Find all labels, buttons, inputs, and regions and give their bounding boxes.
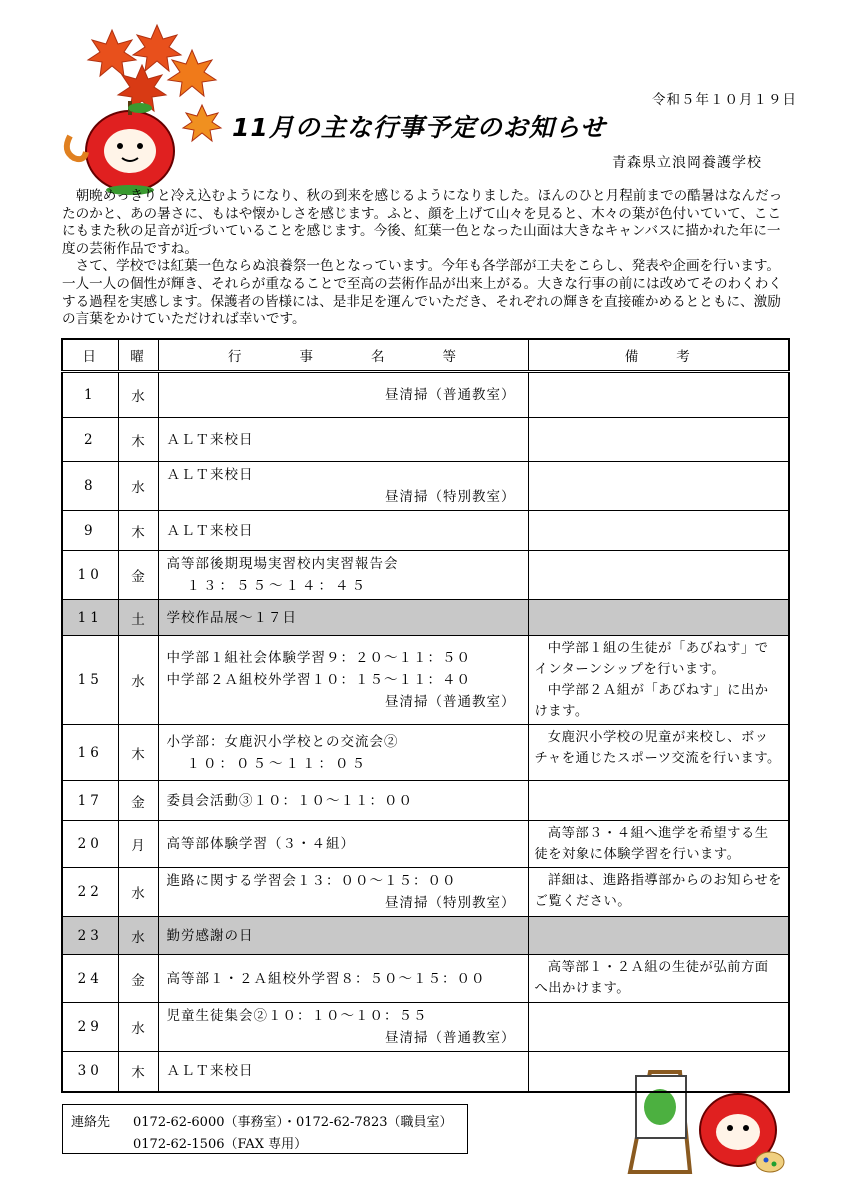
cell-day: 29: [62, 1003, 118, 1052]
cell-day: 2: [62, 418, 118, 462]
table-row: [62, 917, 789, 955]
cell-event: [158, 725, 528, 781]
cell-event: [158, 600, 528, 636]
event-time: １０：０５～１１：０５: [186, 755, 368, 772]
cell-note: [528, 955, 789, 1003]
apple-mascot-icon: [60, 96, 190, 196]
cell-day: 10: [62, 551, 118, 600]
cell-dow: 水: [118, 917, 158, 955]
cell-event: [158, 462, 528, 511]
cell-note: [528, 1003, 789, 1052]
cell-note: [528, 600, 789, 636]
cell-note: [528, 725, 789, 781]
intro-text: [62, 188, 786, 329]
cell-dow: 金: [118, 551, 158, 600]
cell-note: [528, 868, 789, 917]
cell-event: [158, 1052, 528, 1092]
cell-event: [158, 1003, 528, 1052]
note-line: 女鹿沢小学校の児童が来校し、ボッチャを通じたスポーツ交流を行います。: [534, 730, 781, 766]
table-row: [62, 821, 789, 868]
event-cleaning: 昼清掃（特別教室）: [385, 895, 516, 911]
note-line: 詳細は、進路指導部からのお知らせをご覧ください。: [534, 873, 782, 909]
table-row: [62, 636, 789, 725]
event-time: １３：５５～１４：４５: [186, 578, 368, 594]
cell-note: [528, 418, 789, 462]
table-row: [62, 462, 789, 511]
table-row: [62, 1003, 789, 1052]
cell-dow: 金: [118, 781, 158, 821]
cell-event: [158, 955, 528, 1003]
note-line: 高等部３・４組へ進学を希望する生徒を対象に体験学習を行います。: [534, 826, 769, 862]
event-line: 進路に関する学習会１３：００～１５：００: [166, 873, 457, 889]
event-line: 勤労感謝の日: [166, 927, 254, 944]
cell-event: [158, 636, 528, 725]
event-line: 高等部体験学習（３・４組）: [166, 836, 355, 852]
contact-label: 連絡先: [71, 1115, 111, 1130]
table-row: [62, 418, 789, 462]
cell-day: 24: [62, 955, 118, 1003]
cell-note: [528, 917, 789, 955]
cell-day: 17: [62, 781, 118, 821]
event-line: 中学部２Ａ組校外学習１０：１５～１１：４０: [166, 672, 471, 688]
cell-day: 30: [62, 1052, 118, 1092]
table-row: [62, 725, 789, 781]
cell-note: [528, 551, 789, 600]
issue-date: 令和５年１０月１９日: [652, 92, 797, 108]
cell-dow: 水: [118, 868, 158, 917]
event-line: ＡＬＴ来校日: [166, 522, 254, 539]
note-line: 中学部１組の生徒が「あびねす」でインターンシップを行います。: [534, 641, 769, 677]
table-row: [62, 600, 789, 636]
event-line: 委員会活動③１０：１０～１１：００: [166, 792, 413, 809]
cell-event: [158, 868, 528, 917]
cell-day: 23: [62, 917, 118, 955]
cell-event: [158, 781, 528, 821]
cell-event: [158, 551, 528, 600]
cell-day: 20: [62, 821, 118, 868]
cell-dow: 木: [118, 1052, 158, 1092]
header-event: 行 事 名 等: [158, 339, 528, 372]
cell-note: [528, 1052, 789, 1092]
cell-day: 8: [62, 462, 118, 511]
table-row: [62, 1052, 789, 1092]
cell-dow: 水: [118, 462, 158, 511]
cell-dow: 木: [118, 725, 158, 781]
header-note: 備 考: [528, 339, 789, 372]
note-line: 高等部１・２Ａ組の生徒が弘前方面へ出かけます。: [534, 960, 769, 996]
cell-event: [158, 418, 528, 462]
table-row: [62, 551, 789, 600]
cell-day: 15: [62, 636, 118, 725]
school-name: 青森県立浪岡養護学校: [612, 155, 762, 171]
cell-day: 1: [62, 372, 118, 418]
cell-note: [528, 372, 789, 418]
contact-fax: 0172-62-1506（FAX 専用）: [133, 1137, 308, 1152]
header-day: 日: [62, 339, 118, 372]
cell-event: [158, 372, 528, 418]
cell-event: [158, 917, 528, 955]
cell-dow: 土: [118, 600, 158, 636]
table-row: [62, 511, 789, 551]
event-line: 児童生徒集会②１０：１０～１０：５５: [166, 1008, 428, 1024]
event-line: 学校作品展～１７日: [166, 609, 297, 626]
intro-paragraph: さて、学校では紅葉一色ならぬ浪養祭一色となっています。今年も各学部が工夫をこらし、発表や企画を行います。一人一人の個性が輝き、それらが重なることで至高の芸術作品が出来上がる。大きな行事の前には改めてそのわくわくする過程を実感します。保護者の皆様には、是非足を運んでいただき、それぞれの輝きを直接確かめるとともに、激励の言葉をかけていただければ幸いです。: [62, 258, 782, 328]
cell-note: [528, 511, 789, 551]
cell-dow: 水: [118, 372, 158, 418]
cell-note: [528, 821, 789, 868]
cell-day: 11: [62, 600, 118, 636]
cell-dow: 木: [118, 511, 158, 551]
table-row: [62, 781, 789, 821]
table-header-row: [62, 339, 789, 372]
cell-dow: 水: [118, 636, 158, 725]
page-title: 11月の主な行事予定のお知らせ: [232, 113, 607, 142]
table-row: [62, 955, 789, 1003]
cell-day: 22: [62, 868, 118, 917]
cell-dow: 木: [118, 418, 158, 462]
cell-event: [158, 821, 528, 868]
cell-day: 9: [62, 511, 118, 551]
event-cleaning: 昼清掃（普通教室）: [385, 387, 516, 403]
event-line: ＡＬＴ来校日: [166, 1063, 254, 1080]
event-line: 高等部後期現場実習校内実習報告会: [166, 556, 399, 572]
event-cleaning: 昼清掃（普通教室）: [385, 1030, 516, 1046]
cell-dow: 金: [118, 955, 158, 1003]
event-line: 高等部１・２Ａ組校外学習８：５０～１５：００: [166, 970, 486, 987]
cell-note: [528, 781, 789, 821]
event-line: ＡＬＴ来校日: [166, 431, 254, 448]
event-line: 中学部１組社会体験学習９：２０～１１：５０: [166, 650, 471, 666]
contact-box: [62, 1104, 468, 1154]
cell-dow: 水: [118, 1003, 158, 1052]
table-row: [62, 372, 789, 418]
contact-phone: 0172-62-6000（事務室）・0172-62-7823（職員室）: [133, 1115, 453, 1130]
cell-event: [158, 511, 528, 551]
event-cleaning: 昼清掃（普通教室）: [385, 694, 516, 710]
event-line: ＡＬＴ来校日: [166, 467, 254, 483]
intro-paragraph: 朝晩めっきりと冷え込むようになり、秋の到来を感じるようになりました。ほんのひと月程前までの酷暑はなんだったのかと、あの暑さに、もはや懐かしさを感じます。ふと、顔を上げて山々を見ると、木々の葉が色付いていて、ここにもまた秋の足音が近づいていることを感じます。今後、紅葉一色となった山面は大きなキャンバスに描かれた年に一度の芸術作品ですね。: [62, 188, 783, 257]
event-line: 小学部：女鹿沢小学校との交流会②: [166, 733, 399, 750]
schedule-table: [61, 338, 790, 1093]
cell-dow: 月: [118, 821, 158, 868]
header-dow: 曜: [118, 339, 158, 372]
cell-note: [528, 462, 789, 511]
event-cleaning: 昼清掃（特別教室）: [385, 489, 516, 505]
cell-note: [528, 636, 789, 725]
note-line: 中学部２Ａ組が「あびねす」に出かけます。: [534, 683, 769, 719]
table-row: [62, 868, 789, 917]
cell-day: 16: [62, 725, 118, 781]
